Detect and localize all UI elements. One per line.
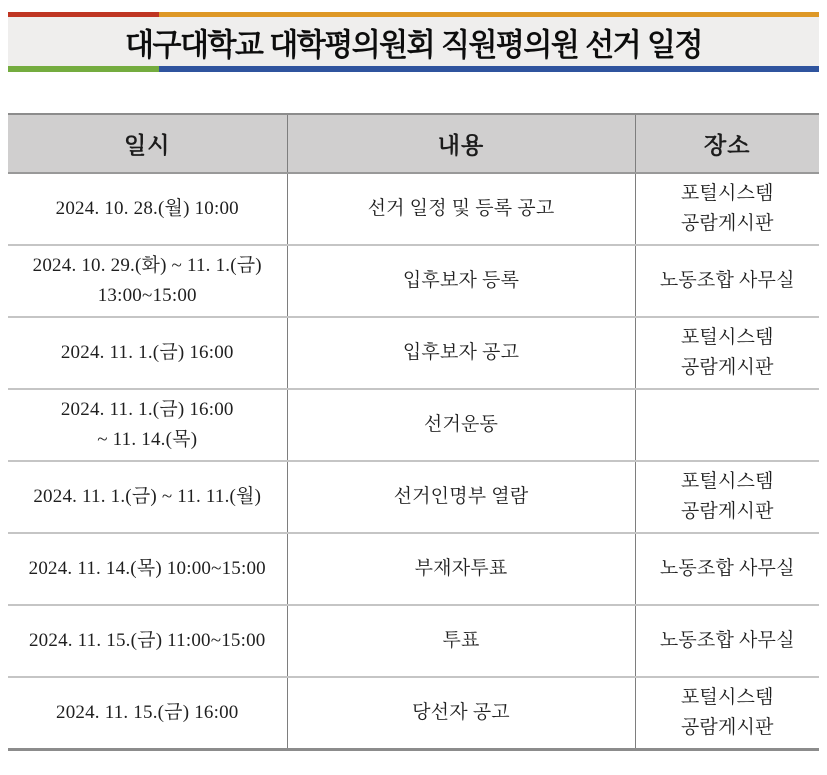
schedule-table-body [8, 173, 819, 749]
schedule-table-container [8, 113, 819, 751]
datetime-cell-line: 2024. 10. 29.(화) ~ 11. 1.(금) [32, 255, 262, 276]
datetime-cell-line: 2024. 11. 15.(금) 16:00 [56, 701, 239, 723]
datetime-cell-line: 2024. 11. 1.(금) 16:00 [60, 342, 234, 363]
table-row [8, 173, 819, 245]
table-row [8, 389, 819, 461]
column-header-content: 내용 [287, 114, 635, 173]
content-cell-line: 선거운동 [423, 414, 499, 435]
place-cell-line: 공람게시판 [680, 716, 774, 738]
table-row [8, 245, 819, 317]
place-cell-line: 포털시스템 [680, 327, 774, 348]
content-cell [287, 605, 635, 677]
banner-bottom-bar [8, 66, 819, 72]
column-header-datetime: 일시 [8, 114, 287, 173]
content-cell-line: 부재자투표 [414, 558, 508, 579]
datetime-cell [8, 677, 287, 749]
content-cell [287, 461, 635, 533]
table-row [8, 533, 819, 605]
datetime-cell [8, 245, 287, 317]
content-cell [287, 389, 635, 461]
content-cell-line: 입후보자 공고 [402, 342, 520, 363]
datetime-cell-line: 2024. 11. 1.(금) 16:00 [60, 399, 234, 420]
place-cell [635, 605, 819, 677]
datetime-cell [8, 461, 287, 533]
place-cell-line: 노동조합 사무실 [659, 630, 795, 651]
place-cell-line: 공람게시판 [680, 501, 774, 522]
table-row [8, 317, 819, 389]
place-cell [635, 677, 819, 749]
datetime-cell [8, 317, 287, 389]
place-cell-line: 포털시스템 [680, 471, 774, 492]
content-cell [287, 173, 635, 245]
datetime-cell-line: ~ 11. 14.(목) [97, 429, 198, 450]
datetime-cell-line: 2024. 11. 1.(금) ~ 11. 11.(월) [33, 486, 262, 507]
content-cell-line: 투표 [442, 630, 480, 651]
place-cell-line: 공람게시판 [680, 213, 774, 234]
table-row [8, 605, 819, 677]
content-cell-line: 선거 일정 및 등록 공고 [367, 198, 555, 219]
content-cell-line: 당선자 공고 [412, 701, 510, 723]
datetime-cell [8, 605, 287, 677]
place-cell-line: 노동조합 사무실 [659, 270, 795, 291]
schedule-table [8, 113, 819, 751]
datetime-cell-line: 13:00~15:00 [97, 285, 197, 306]
place-cell-line: 포털시스템 [680, 183, 774, 204]
banner-bottom-bar-green-segment [8, 66, 159, 72]
page-title: 대구대학교 대학평의원회 직원평의원 선거 일정 [125, 27, 702, 63]
content-cell [287, 533, 635, 605]
content-cell [287, 677, 635, 749]
schedule-table-header [8, 114, 819, 173]
datetime-cell [8, 389, 287, 461]
content-cell [287, 317, 635, 389]
place-cell [635, 173, 819, 245]
header-row [8, 114, 819, 173]
datetime-cell-line: 2024. 10. 28.(월) 10:00 [55, 198, 239, 219]
place-cell [635, 317, 819, 389]
place-cell [635, 533, 819, 605]
place-cell [635, 461, 819, 533]
banner-top-bar-orange-segment [159, 12, 819, 17]
banner-bottom-bar-blue-segment [159, 66, 819, 72]
column-header-place: 장소 [635, 114, 819, 173]
content-cell [287, 245, 635, 317]
place-cell-line: 노동조합 사무실 [659, 558, 795, 579]
datetime-cell-line: 2024. 11. 15.(금) 11:00~15:00 [28, 630, 266, 651]
content-cell-line: 입후보자 등록 [402, 270, 520, 291]
place-cell [635, 389, 819, 461]
place-cell-line: 공람게시판 [680, 357, 774, 378]
place-cell-line: 포털시스템 [680, 686, 774, 708]
table-row [8, 677, 819, 749]
content-cell-line: 선거인명부 열람 [393, 486, 529, 507]
place-cell [635, 245, 819, 317]
table-row [8, 461, 819, 533]
datetime-cell [8, 533, 287, 605]
datetime-cell-line: 2024. 11. 14.(목) 10:00~15:00 [28, 558, 266, 579]
title-box [8, 17, 819, 66]
title-banner [8, 12, 819, 72]
banner-top-bar-red-segment [8, 12, 159, 17]
banner-top-bar [8, 12, 819, 17]
datetime-cell [8, 173, 287, 245]
